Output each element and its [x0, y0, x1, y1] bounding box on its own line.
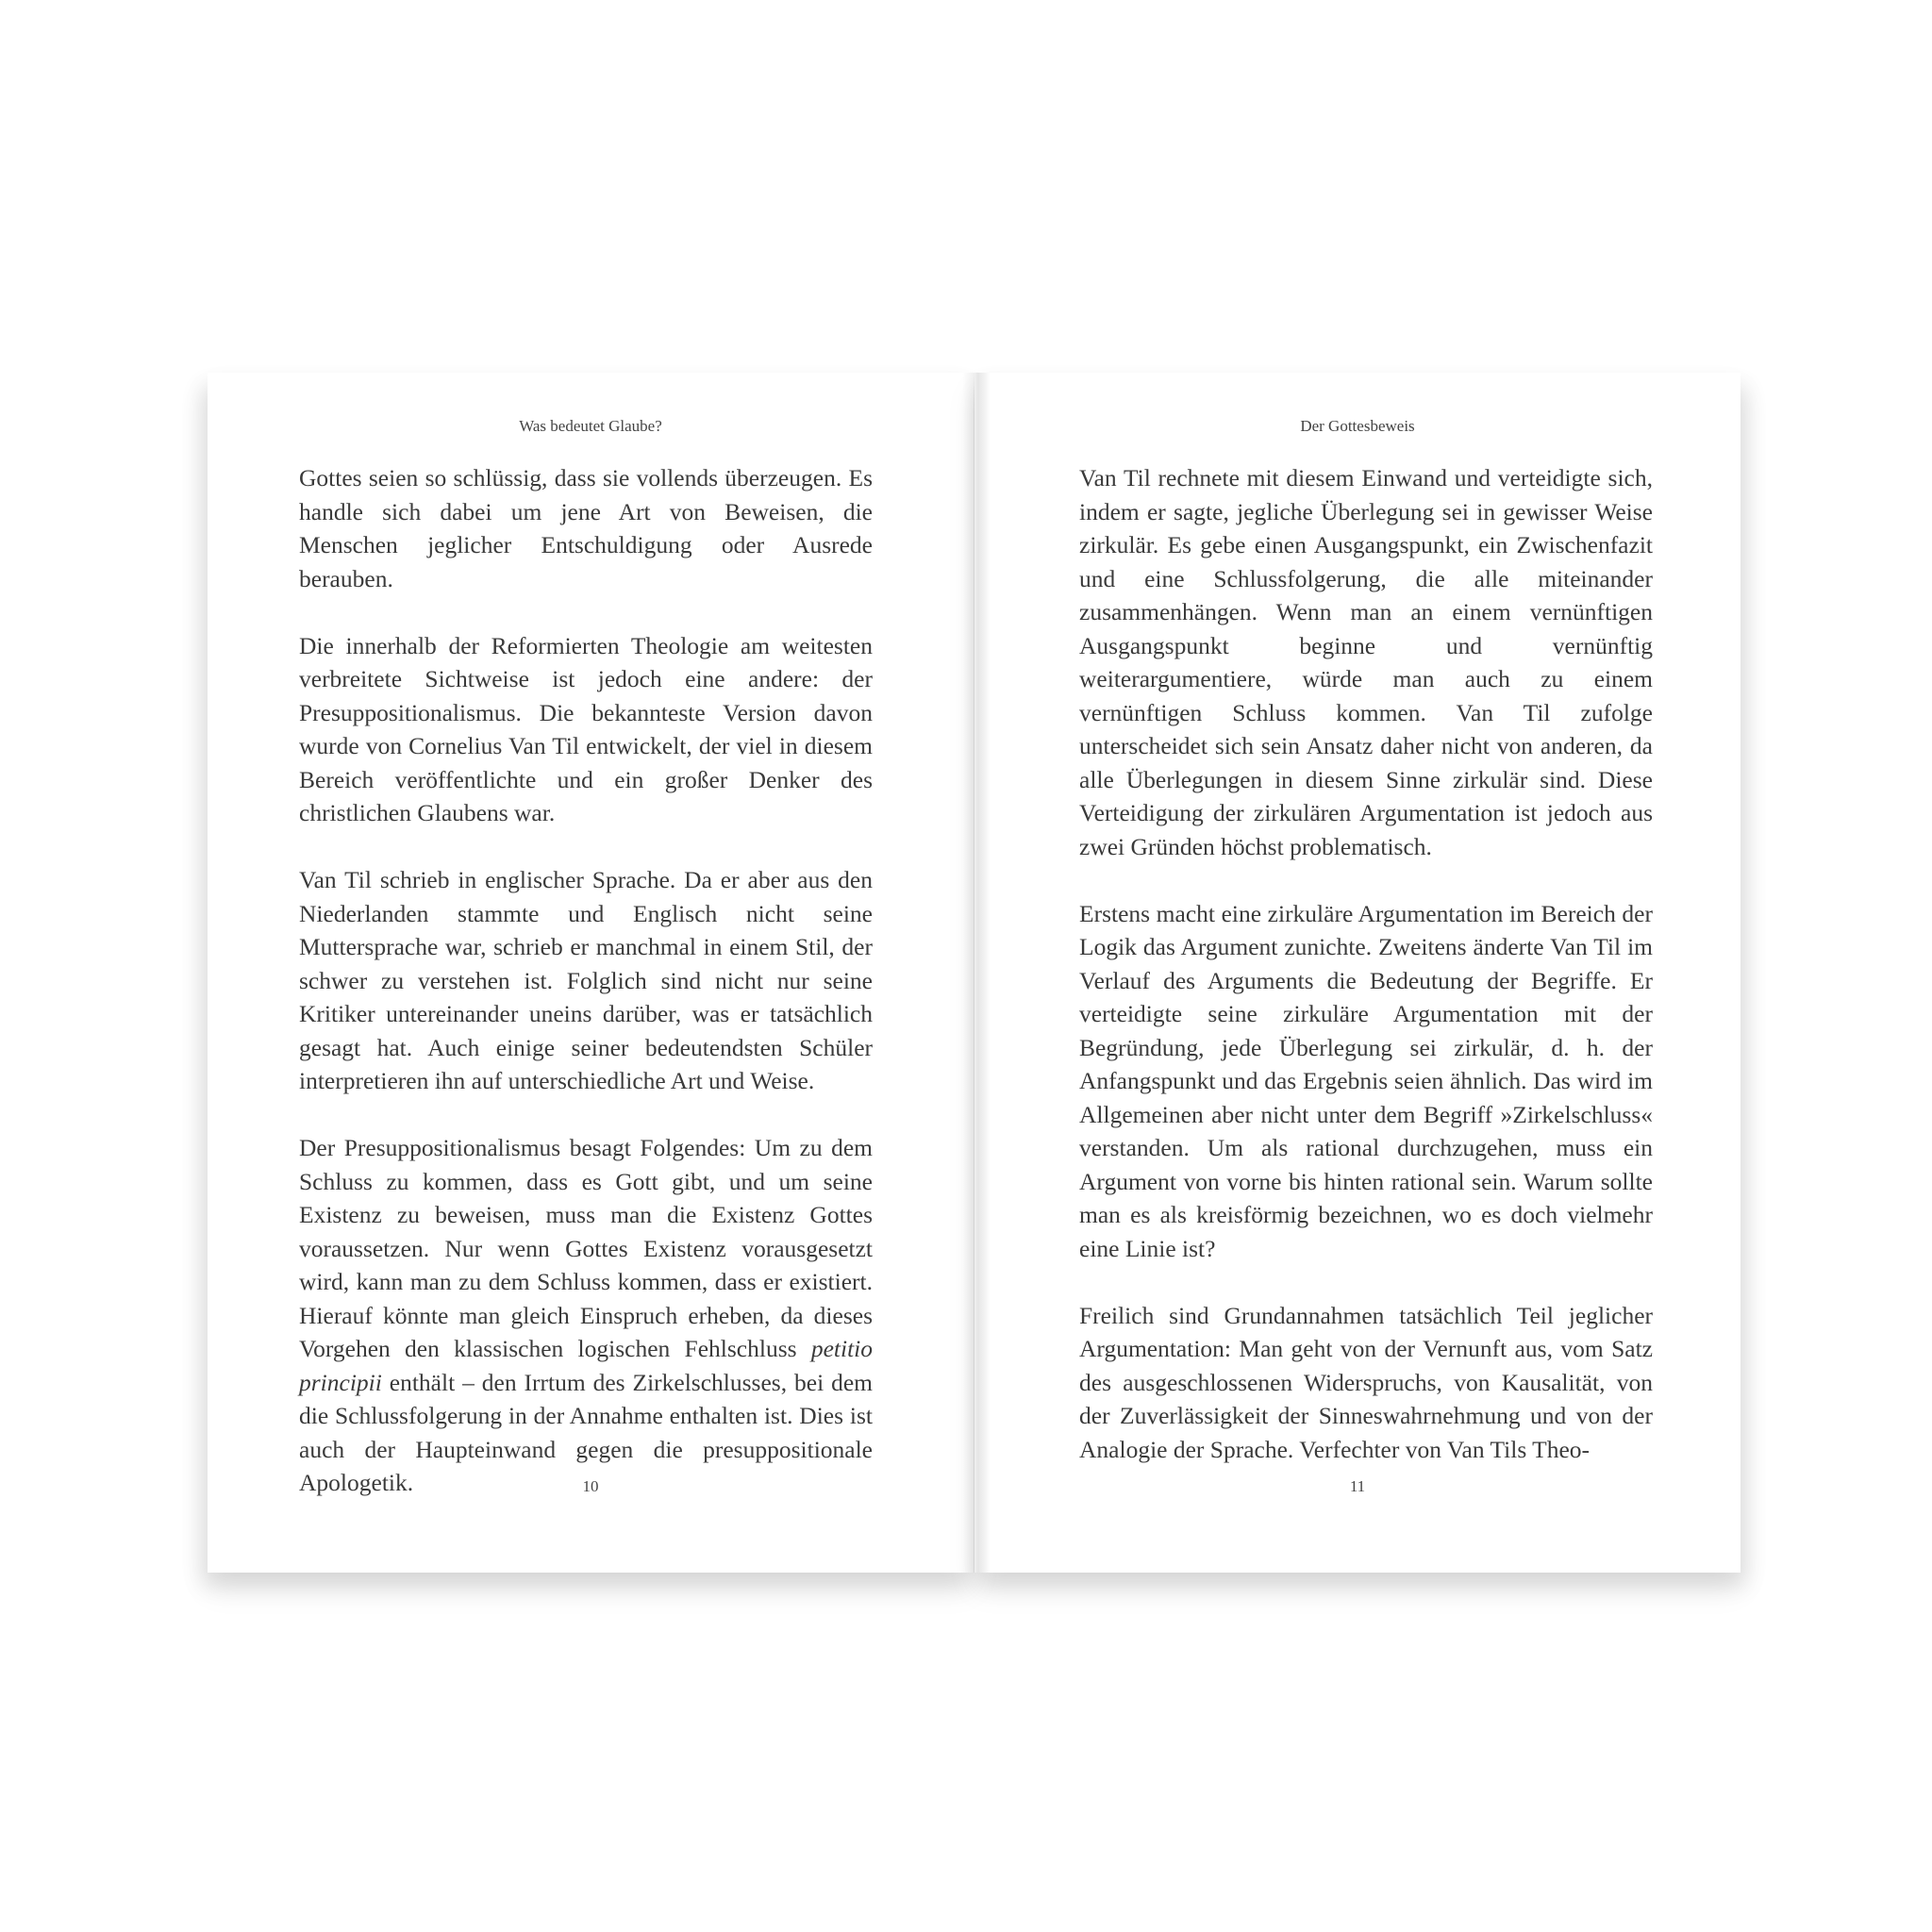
right-page-body [1079, 461, 1653, 1500]
paragraph-text: enthält – den Irrtum des Zirkelschlusses, bei dem die Schlussfolgerung in der Annahme enthalten ist. Dies ist auch der Haupteinwand gegen die presuppositionale Apologetik. [299, 1368, 873, 1496]
paragraph: Gottes seien so schlüssig, dass sie vollends überzeugen. Es handle sich dabei um jene Art von Beweisen, die Menschen jeglicher Entschuldigung oder Ausrede berauben. [299, 464, 873, 592]
paragraph-text: Der Presuppositionalismus besagt Folgendes: Um zu dem Schluss zu kommen, dass es Gott gibt, und um seine Existenz zu beweisen, muss man die Existenz Gottes voraussetzen. Nur wenn Gottes Existenz vorausgesetzt wird, kann man zu dem Schluss kommen, dass er existiert. Hierauf könnte man gleich Einspruch erheben, da dieses Vorgehen den klassischen logischen Fehlschluss [299, 1134, 873, 1362]
page-number-left: 10 [582, 1477, 599, 1495]
paragraph [299, 1131, 873, 1500]
page-number-right: 11 [1349, 1477, 1366, 1495]
left-page-body [299, 461, 873, 1533]
running-head-left: Was bedeutet Glaube? [519, 417, 662, 435]
running-head-right: Der Gottesbeweis [1300, 417, 1415, 435]
paragraph: Freilich sind Grundannahmen tatsächlich Teil jeglicher Argumentation: Man geht von der Vernunft aus, vom Satz des ausgeschlossenen Widerspruchs, von Kausalität, von der Zuverlässigkeit der Sinneswahrnehmung und von der Analogie der Sprache. Verfechter von Van Tils Theo- [1079, 1301, 1653, 1463]
paragraph: Erstens macht eine zirkuläre Argumentation im Bereich der Logik das Argument zunichte. Zweitens änderte Van Til im Verlauf des Arguments die Bedeutung der Begriffe. Er verteidigte seine zirkuläre Argumentation mit der Begründung, jede Überlegung sei zirkulär, d. h. der Anfangspunkt und das Ergebnis seien ähnlich. Das wird im Allgemeinen aber nicht unter dem Begriff »Zirkelschluss« verstanden. Um als rational durchzugehen, muss ein Argument von vorne bis hinten rational sein. Warum sollte man es als kreisförmig bezeichnen, wo es doch vielmehr eine Linie ist? [1079, 899, 1653, 1262]
paragraph: Die innerhalb der Reformierten Theologie am weitesten verbreitete Sichtweise ist jedoch eine andere: der Presuppositionalismus. Die bekannteste Version davon wurde von Cornelius Van Til entwickelt, der viel in diesem Bereich veröffentlichte und ein großer Denker des christlichen Glaubens war. [299, 631, 873, 826]
latin-term: petitio principii [299, 1335, 873, 1396]
paragraph: Van Til schrieb in englischer Sprache. Da er aber aus den Niederlanden stammte und Englisch nicht seine Muttersprache war, schrieb er manchmal in einem Stil, der schwer zu verstehen ist. Folglich sind nicht nur seine Kritiker untereinander uneins darüber, was er tatsächlich gesagt hat. Auch einige seiner bedeutendsten Schüler interpretieren ihn auf unterschiedliche Art und Weise. [299, 866, 873, 1094]
paragraph: Van Til rechnete mit diesem Einwand und verteidigte sich, indem er sagte, jegliche Überlegung sei in gewisser Weise zirkulär. Es gebe einen Ausgangspunkt, ein Zwischenfazit und eine Schlussfolgerung, die alle miteinander zusammenhängen. Wenn man an einem vernünftigen Ausgangspunkt beginne und vernünftig weiterargumentiere, würde man auch zu einem vernünftigen Schluss kommen. Van Til zufolge unterscheidet sich sein Ansatz daher nicht von anderen, da alle Überlegungen in diesem Sinne zirkulär sind. Diese Verteidigung der zirkulären Argumentation ist jedoch aus zwei Gründen höchst problematisch. [1079, 464, 1653, 860]
